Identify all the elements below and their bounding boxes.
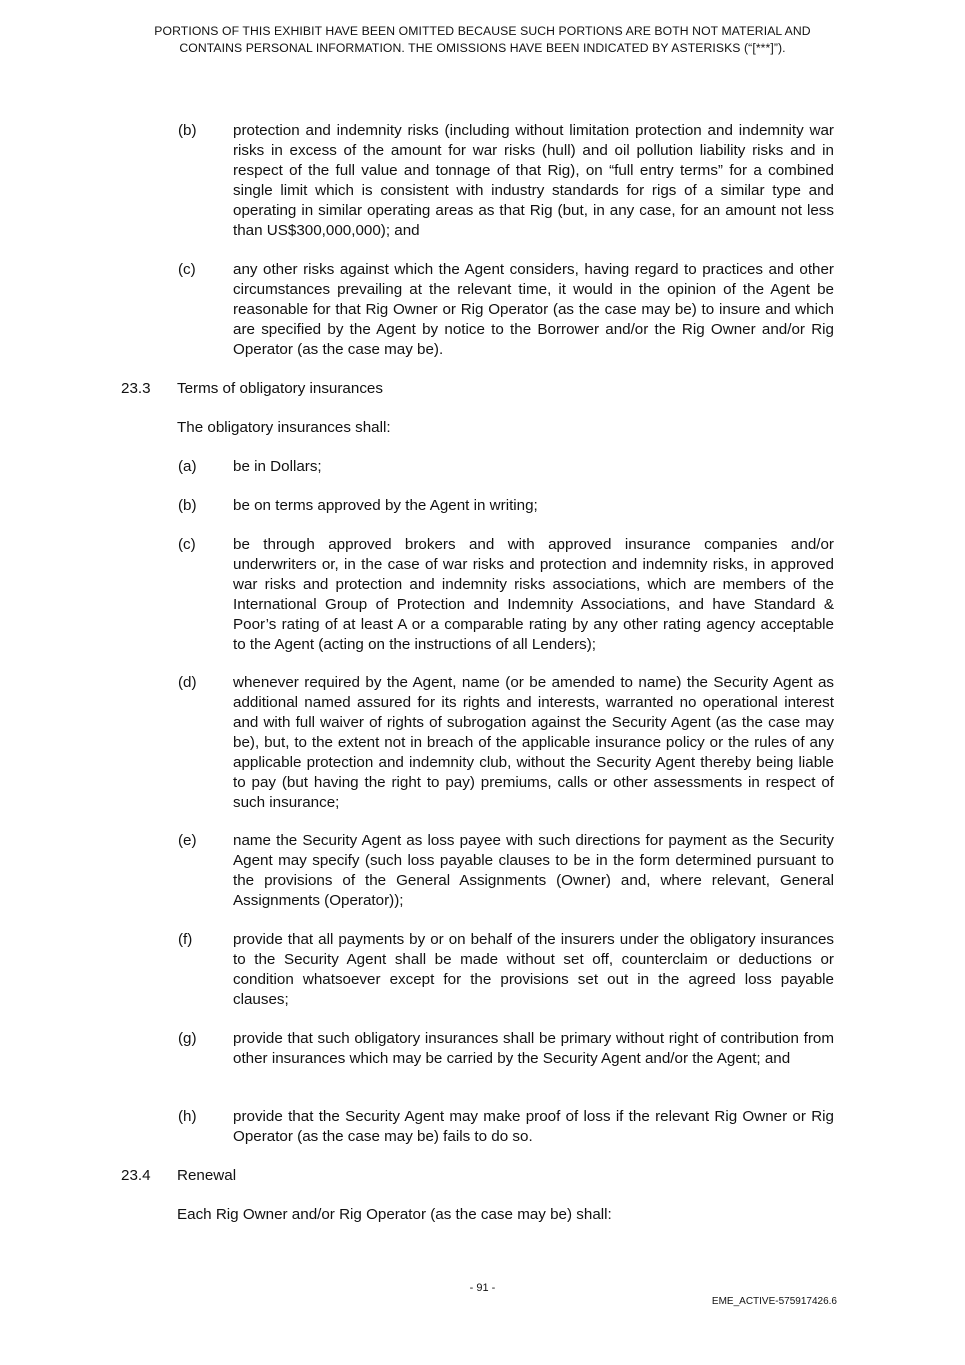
item-text: provide that the Security Agent may make proof of loss if the relevant Rig Owner or Rig Operator (as the case may be) fails to do so. <box>233 1108 834 1145</box>
item-label: (b) <box>178 497 197 514</box>
item-label: (e) <box>178 832 197 849</box>
item-text: be on terms approved by the Agent in writing; <box>233 497 538 514</box>
item-label: (f) <box>178 931 193 948</box>
section-title: Terms of obligatory insurances <box>177 380 383 397</box>
item-label: (c) <box>178 261 196 278</box>
item-text: name the Security Agent as loss payee with such directions for payment as the Security Agent may specify (such loss payable clauses to be in the form determined pursuant to the provisions of the General Assignments (Owner) and, where relevant, General Assignments (Operator)); <box>233 832 834 909</box>
section-intro: Each Rig Owner and/or Rig Operator (as the case may be) shall: <box>177 1206 612 1223</box>
item-label: (b) <box>178 122 197 139</box>
item-label: (c) <box>178 536 196 553</box>
section-title: Renewal <box>177 1167 237 1184</box>
page-header-notice <box>60 23 905 57</box>
item-text: be through approved brokers and with approved insurance companies and/or underwriters or, in the case of war risks and protection and indemnity risks, in approved war risks and protection and indemnity risks associations, which are members of the International Group of Protection and Indemnity Associations, and have Standard & Poor’s rating of at least A or a comparable rating by any other rating agency acceptable to the Agent (acting on the instructions of all Lenders); <box>233 536 834 653</box>
item-text: provide that such obligatory insurances shall be primary without right of contribution from other insurances which may be carried by the Security Agent and/or the Agent; and <box>233 1030 834 1067</box>
item-label: (d) <box>178 674 197 691</box>
section-number: 23.4 <box>121 1167 151 1184</box>
section-number: 23.3 <box>121 380 151 397</box>
item-text: protection and indemnity risks (including without limitation protection and indemnity war risks in excess of the amount for war risks (hull) and oil pollution liability risks and in respect of the full value and tonnage of that Rig), on “full entry terms” for a combined single limit which is consistent with industry standards for rigs of a similar type and operating in similar operating areas as that Rig (but, in any case, for an amount not less than US$300,000,000); and <box>233 122 834 239</box>
item-text: whenever required by the Agent, name (or be amended to name) the Security Agent as additional named assured for its rights and interests, warranted no operational interest and with full waiver of rights of subrogation against the Security Agent (as the case may be), but, to the extent not in breach of the applicable insurance policy or the rules of any applicable protection and indemnity club, without the Security Agent thereby being liable to pay (but having the right to pay) premiums, calls or other assessments in respect of such insurance; <box>233 674 834 811</box>
item-label: (h) <box>178 1108 197 1125</box>
header-line-1: PORTIONS OF THIS EXHIBIT HAVE BEEN OMITTED BECAUSE SUCH PORTIONS ARE BOTH NOT MATERIAL AND <box>154 24 811 38</box>
item-text: any other risks against which the Agent considers, having regard to practices and other circumstances prevailing at the relevant time, it would in the opinion of the Agent be reasonable for that Rig Owner or Rig Operator (as the case may be) to insure and which are specified by the Agent by notice to the Borrower and/or the Rig Owner and/or Rig Operator (as the case may be). <box>233 261 834 358</box>
item-text: provide that all payments by or on behalf of the insurers under the obligatory insurances to the Security Agent shall be made without set off, counterclaim or deductions or condition whatsoever except for the provisions set out in the agreed loss payable clauses; <box>233 931 834 1008</box>
page-number: - 91 - <box>469 1282 496 1294</box>
item-label: (a) <box>178 458 197 475</box>
document-reference: EME_ACTIVE-575917426.6 <box>711 1296 837 1307</box>
item-text: be in Dollars; <box>233 458 322 475</box>
section-intro: The obligatory insurances shall: <box>177 419 391 436</box>
item-label: (g) <box>178 1030 197 1047</box>
header-line-2: CONTAINS PERSONAL INFORMATION. THE OMISSIONS HAVE BEEN INDICATED BY ASTERISKS (“[***]”). <box>179 41 786 55</box>
